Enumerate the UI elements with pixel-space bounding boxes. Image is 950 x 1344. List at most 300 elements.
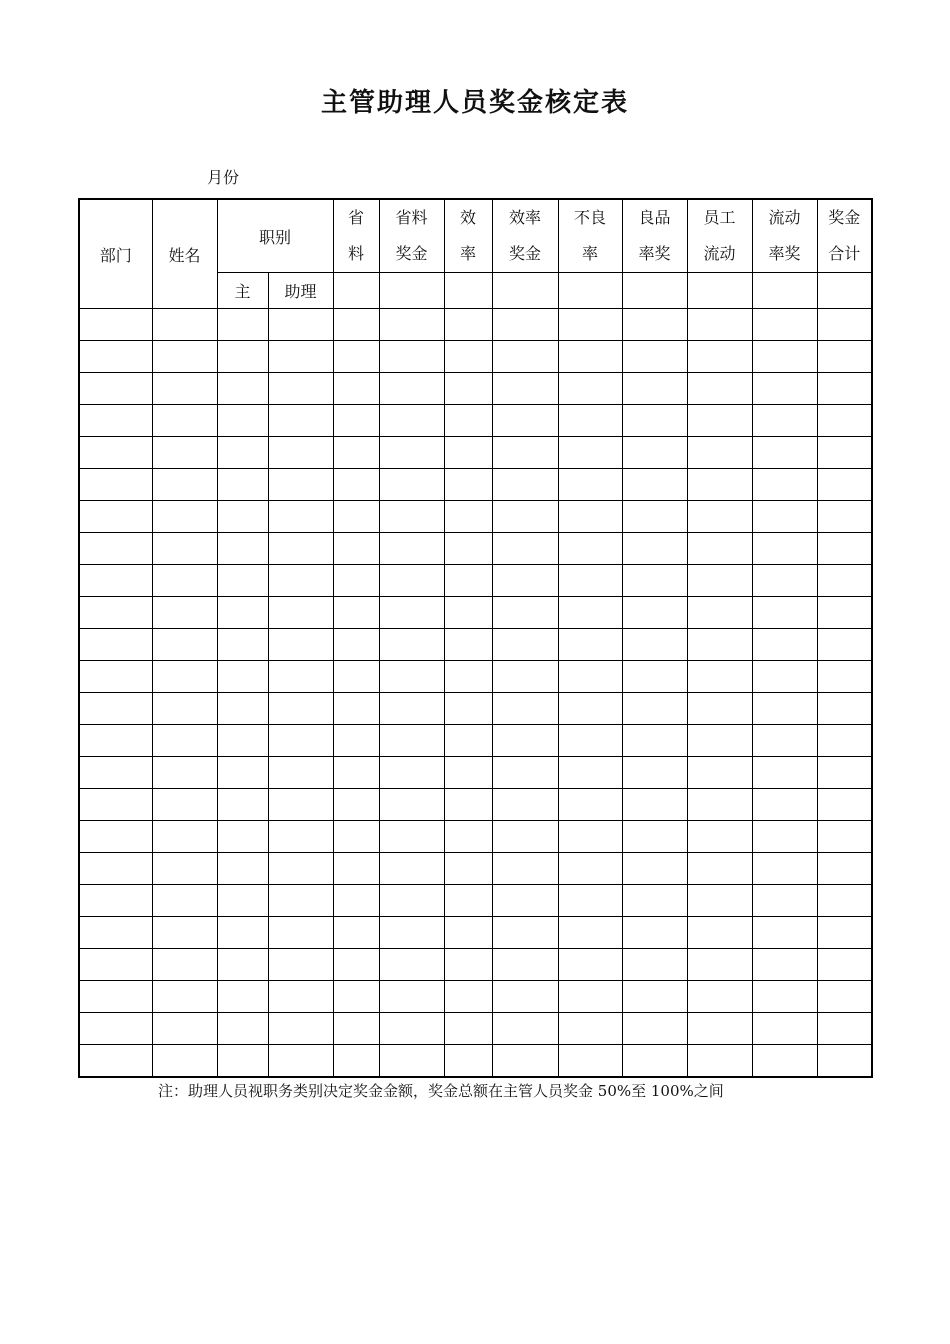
- table-cell[interactable]: [152, 661, 217, 693]
- table-cell[interactable]: [558, 821, 622, 853]
- table-cell[interactable]: [268, 949, 333, 981]
- table-cell[interactable]: [622, 1013, 687, 1045]
- table-cell[interactable]: [558, 661, 622, 693]
- table-cell[interactable]: [817, 501, 872, 533]
- table-cell[interactable]: [817, 725, 872, 757]
- table-cell[interactable]: [379, 949, 444, 981]
- table-cell[interactable]: [79, 789, 152, 821]
- table-cell[interactable]: [268, 757, 333, 789]
- table-cell[interactable]: [444, 917, 492, 949]
- table-cell[interactable]: [217, 885, 268, 917]
- table-cell[interactable]: [217, 949, 268, 981]
- table-cell[interactable]: [558, 405, 622, 437]
- table-cell[interactable]: [444, 693, 492, 725]
- table-cell[interactable]: [268, 885, 333, 917]
- table-cell[interactable]: [217, 501, 268, 533]
- table-cell[interactable]: [379, 757, 444, 789]
- table-cell[interactable]: [444, 469, 492, 501]
- table-cell[interactable]: [379, 885, 444, 917]
- table-cell[interactable]: [492, 917, 558, 949]
- table-cell[interactable]: [268, 437, 333, 469]
- table-cell[interactable]: [152, 629, 217, 661]
- table-cell[interactable]: [79, 693, 152, 725]
- table-cell[interactable]: [622, 405, 687, 437]
- table-cell[interactable]: [492, 341, 558, 373]
- table-cell[interactable]: [687, 1045, 752, 1077]
- table-cell[interactable]: [558, 597, 622, 629]
- table-cell[interactable]: [622, 917, 687, 949]
- table-cell[interactable]: [268, 533, 333, 565]
- table-cell[interactable]: [268, 501, 333, 533]
- table-cell[interactable]: [752, 273, 817, 309]
- table-cell[interactable]: [558, 533, 622, 565]
- table-cell[interactable]: [333, 437, 379, 469]
- table-cell[interactable]: [333, 501, 379, 533]
- table-cell[interactable]: [687, 821, 752, 853]
- table-cell[interactable]: [752, 949, 817, 981]
- table-cell[interactable]: [444, 533, 492, 565]
- table-cell[interactable]: [152, 1013, 217, 1045]
- table-cell[interactable]: [687, 725, 752, 757]
- table-cell[interactable]: [752, 405, 817, 437]
- table-cell[interactable]: [379, 629, 444, 661]
- table-cell[interactable]: [622, 853, 687, 885]
- table-cell[interactable]: [79, 341, 152, 373]
- table-cell[interactable]: [152, 853, 217, 885]
- table-cell[interactable]: [687, 853, 752, 885]
- table-cell[interactable]: [492, 309, 558, 341]
- table-cell[interactable]: [379, 309, 444, 341]
- table-cell[interactable]: [152, 373, 217, 405]
- table-cell[interactable]: [558, 501, 622, 533]
- table-cell[interactable]: [217, 565, 268, 597]
- table-cell[interactable]: [268, 629, 333, 661]
- table-cell[interactable]: [152, 949, 217, 981]
- table-cell[interactable]: [217, 1045, 268, 1077]
- table-cell[interactable]: [79, 1013, 152, 1045]
- table-cell[interactable]: [622, 501, 687, 533]
- table-cell[interactable]: [333, 789, 379, 821]
- table-cell[interactable]: [379, 405, 444, 437]
- table-cell[interactable]: [152, 341, 217, 373]
- table-cell[interactable]: [817, 885, 872, 917]
- table-cell[interactable]: [622, 341, 687, 373]
- table-cell[interactable]: [333, 629, 379, 661]
- table-cell[interactable]: [379, 981, 444, 1013]
- table-cell[interactable]: [622, 533, 687, 565]
- table-cell[interactable]: [817, 821, 872, 853]
- table-cell[interactable]: [444, 981, 492, 1013]
- table-cell[interactable]: [268, 405, 333, 437]
- table-cell[interactable]: [817, 757, 872, 789]
- table-cell[interactable]: [333, 949, 379, 981]
- table-cell[interactable]: [558, 1045, 622, 1077]
- table-cell[interactable]: [444, 885, 492, 917]
- table-cell[interactable]: [152, 1045, 217, 1077]
- table-cell[interactable]: [79, 981, 152, 1013]
- table-cell[interactable]: [217, 853, 268, 885]
- table-cell[interactable]: [817, 437, 872, 469]
- table-cell[interactable]: [79, 1045, 152, 1077]
- table-cell[interactable]: [217, 1013, 268, 1045]
- table-cell[interactable]: [622, 949, 687, 981]
- table-cell[interactable]: [333, 565, 379, 597]
- table-cell[interactable]: [79, 629, 152, 661]
- table-cell[interactable]: [752, 885, 817, 917]
- table-cell[interactable]: [622, 789, 687, 821]
- table-cell[interactable]: [817, 469, 872, 501]
- table-cell[interactable]: [687, 597, 752, 629]
- table-cell[interactable]: [752, 661, 817, 693]
- table-cell[interactable]: [492, 693, 558, 725]
- table-cell[interactable]: [817, 629, 872, 661]
- table-cell[interactable]: [817, 693, 872, 725]
- table-cell[interactable]: [817, 273, 872, 309]
- table-cell[interactable]: [268, 661, 333, 693]
- table-cell[interactable]: [79, 565, 152, 597]
- table-cell[interactable]: [79, 885, 152, 917]
- table-cell[interactable]: [152, 885, 217, 917]
- table-cell[interactable]: [622, 373, 687, 405]
- table-cell[interactable]: [268, 565, 333, 597]
- table-cell[interactable]: [152, 757, 217, 789]
- table-cell[interactable]: [687, 469, 752, 501]
- table-cell[interactable]: [152, 693, 217, 725]
- table-cell[interactable]: [622, 629, 687, 661]
- table-cell[interactable]: [444, 341, 492, 373]
- table-cell[interactable]: [333, 341, 379, 373]
- table-cell[interactable]: [379, 533, 444, 565]
- table-cell[interactable]: [268, 469, 333, 501]
- table-cell[interactable]: [752, 693, 817, 725]
- table-cell[interactable]: [444, 789, 492, 821]
- table-cell[interactable]: [687, 757, 752, 789]
- table-cell[interactable]: [752, 373, 817, 405]
- table-cell[interactable]: [492, 949, 558, 981]
- table-cell[interactable]: [152, 533, 217, 565]
- table-cell[interactable]: [333, 273, 379, 309]
- table-cell[interactable]: [492, 981, 558, 1013]
- table-cell[interactable]: [817, 661, 872, 693]
- table-cell[interactable]: [558, 273, 622, 309]
- table-cell[interactable]: [622, 661, 687, 693]
- table-cell[interactable]: [444, 661, 492, 693]
- table-cell[interactable]: [817, 981, 872, 1013]
- table-cell[interactable]: [687, 981, 752, 1013]
- table-cell[interactable]: [687, 949, 752, 981]
- table-cell[interactable]: [79, 533, 152, 565]
- table-cell[interactable]: [79, 597, 152, 629]
- table-cell[interactable]: [492, 725, 558, 757]
- table-cell[interactable]: [622, 309, 687, 341]
- table-cell[interactable]: [444, 725, 492, 757]
- table-cell[interactable]: [152, 565, 217, 597]
- table-cell[interactable]: [333, 757, 379, 789]
- table-cell[interactable]: [492, 373, 558, 405]
- table-cell[interactable]: [817, 917, 872, 949]
- table-cell[interactable]: [687, 341, 752, 373]
- table-cell[interactable]: [687, 1013, 752, 1045]
- table-cell[interactable]: [333, 597, 379, 629]
- table-cell[interactable]: [492, 533, 558, 565]
- table-cell[interactable]: [492, 789, 558, 821]
- table-cell[interactable]: [817, 533, 872, 565]
- table-cell[interactable]: [152, 469, 217, 501]
- table-cell[interactable]: [622, 273, 687, 309]
- table-cell[interactable]: [379, 597, 444, 629]
- table-cell[interactable]: [79, 821, 152, 853]
- table-cell[interactable]: [444, 629, 492, 661]
- table-cell[interactable]: [752, 501, 817, 533]
- table-cell[interactable]: [379, 1045, 444, 1077]
- table-cell[interactable]: [817, 597, 872, 629]
- table-cell[interactable]: [379, 853, 444, 885]
- table-cell[interactable]: [152, 501, 217, 533]
- table-cell[interactable]: [492, 405, 558, 437]
- table-cell[interactable]: [333, 693, 379, 725]
- table-cell[interactable]: [444, 437, 492, 469]
- table-cell[interactable]: [817, 565, 872, 597]
- table-cell[interactable]: [558, 469, 622, 501]
- table-cell[interactable]: [687, 885, 752, 917]
- table-cell[interactable]: [152, 437, 217, 469]
- table-cell[interactable]: [622, 885, 687, 917]
- table-cell[interactable]: [152, 821, 217, 853]
- table-cell[interactable]: [622, 565, 687, 597]
- table-cell[interactable]: [492, 501, 558, 533]
- table-cell[interactable]: [687, 309, 752, 341]
- table-cell[interactable]: [268, 373, 333, 405]
- table-cell[interactable]: [558, 885, 622, 917]
- table-cell[interactable]: [492, 821, 558, 853]
- table-cell[interactable]: [752, 1013, 817, 1045]
- table-cell[interactable]: [444, 373, 492, 405]
- table-cell[interactable]: [333, 885, 379, 917]
- table-cell[interactable]: [379, 789, 444, 821]
- table-cell[interactable]: [217, 821, 268, 853]
- table-cell[interactable]: [333, 981, 379, 1013]
- table-cell[interactable]: [152, 405, 217, 437]
- table-cell[interactable]: [622, 757, 687, 789]
- table-cell[interactable]: [268, 693, 333, 725]
- table-cell[interactable]: [492, 885, 558, 917]
- table-cell[interactable]: [217, 693, 268, 725]
- table-cell[interactable]: [752, 789, 817, 821]
- table-cell[interactable]: [379, 273, 444, 309]
- table-cell[interactable]: [752, 565, 817, 597]
- table-cell[interactable]: [217, 341, 268, 373]
- table-cell[interactable]: [558, 341, 622, 373]
- table-cell[interactable]: [268, 1013, 333, 1045]
- table-cell[interactable]: [152, 597, 217, 629]
- table-cell[interactable]: [817, 949, 872, 981]
- table-cell[interactable]: [333, 917, 379, 949]
- table-cell[interactable]: [333, 469, 379, 501]
- table-cell[interactable]: [79, 309, 152, 341]
- table-cell[interactable]: [333, 533, 379, 565]
- table-cell[interactable]: [379, 1013, 444, 1045]
- table-cell[interactable]: [333, 821, 379, 853]
- table-cell[interactable]: [558, 309, 622, 341]
- table-cell[interactable]: [217, 629, 268, 661]
- table-cell[interactable]: [817, 1013, 872, 1045]
- table-cell[interactable]: [687, 565, 752, 597]
- table-cell[interactable]: [444, 405, 492, 437]
- table-cell[interactable]: [558, 789, 622, 821]
- table-cell[interactable]: [558, 917, 622, 949]
- table-cell[interactable]: [444, 273, 492, 309]
- table-cell[interactable]: [268, 1045, 333, 1077]
- table-cell[interactable]: [817, 853, 872, 885]
- table-cell[interactable]: [217, 533, 268, 565]
- table-cell[interactable]: [817, 341, 872, 373]
- table-cell[interactable]: [333, 1045, 379, 1077]
- table-cell[interactable]: [444, 853, 492, 885]
- table-cell[interactable]: [444, 501, 492, 533]
- table-cell[interactable]: [444, 309, 492, 341]
- table-cell[interactable]: [379, 725, 444, 757]
- table-cell[interactable]: [752, 853, 817, 885]
- table-cell[interactable]: [687, 533, 752, 565]
- table-cell[interactable]: [622, 1045, 687, 1077]
- table-cell[interactable]: [752, 917, 817, 949]
- table-cell[interactable]: [217, 981, 268, 1013]
- table-cell[interactable]: [379, 821, 444, 853]
- table-cell[interactable]: [79, 917, 152, 949]
- table-cell[interactable]: [379, 469, 444, 501]
- table-cell[interactable]: [379, 693, 444, 725]
- table-cell[interactable]: [817, 373, 872, 405]
- table-cell[interactable]: [333, 853, 379, 885]
- table-cell[interactable]: [492, 853, 558, 885]
- table-cell[interactable]: [217, 437, 268, 469]
- table-cell[interactable]: [752, 597, 817, 629]
- table-cell[interactable]: [268, 853, 333, 885]
- table-cell[interactable]: [622, 725, 687, 757]
- table-cell[interactable]: [558, 1013, 622, 1045]
- table-cell[interactable]: [622, 821, 687, 853]
- table-cell[interactable]: [492, 437, 558, 469]
- table-cell[interactable]: [268, 309, 333, 341]
- table-cell[interactable]: [492, 597, 558, 629]
- table-cell[interactable]: [492, 1045, 558, 1077]
- table-cell[interactable]: [558, 565, 622, 597]
- table-cell[interactable]: [444, 1013, 492, 1045]
- table-cell[interactable]: [333, 1013, 379, 1045]
- table-cell[interactable]: [444, 597, 492, 629]
- table-cell[interactable]: [817, 789, 872, 821]
- table-cell[interactable]: [687, 437, 752, 469]
- table-cell[interactable]: [687, 629, 752, 661]
- table-cell[interactable]: [687, 917, 752, 949]
- table-cell[interactable]: [622, 597, 687, 629]
- table-cell[interactable]: [444, 565, 492, 597]
- table-cell[interactable]: [379, 501, 444, 533]
- table-cell[interactable]: [152, 309, 217, 341]
- table-cell[interactable]: [622, 469, 687, 501]
- table-cell[interactable]: [268, 821, 333, 853]
- table-cell[interactable]: [152, 789, 217, 821]
- table-cell[interactable]: [268, 341, 333, 373]
- table-cell[interactable]: [687, 273, 752, 309]
- table-cell[interactable]: [622, 437, 687, 469]
- table-cell[interactable]: [752, 821, 817, 853]
- table-cell[interactable]: [558, 373, 622, 405]
- table-cell[interactable]: [217, 405, 268, 437]
- table-cell[interactable]: [752, 533, 817, 565]
- table-cell[interactable]: [268, 725, 333, 757]
- table-cell[interactable]: [752, 341, 817, 373]
- table-cell[interactable]: [752, 469, 817, 501]
- table-cell[interactable]: [333, 373, 379, 405]
- table-cell[interactable]: [558, 949, 622, 981]
- table-cell[interactable]: [492, 1013, 558, 1045]
- table-cell[interactable]: [268, 917, 333, 949]
- table-cell[interactable]: [217, 373, 268, 405]
- table-cell[interactable]: [217, 789, 268, 821]
- table-cell[interactable]: [217, 309, 268, 341]
- table-cell[interactable]: [217, 597, 268, 629]
- table-cell[interactable]: [152, 725, 217, 757]
- table-cell[interactable]: [492, 757, 558, 789]
- table-cell[interactable]: [217, 661, 268, 693]
- table-cell[interactable]: [558, 693, 622, 725]
- table-cell[interactable]: [217, 757, 268, 789]
- table-cell[interactable]: [217, 725, 268, 757]
- table-cell[interactable]: [379, 437, 444, 469]
- table-cell[interactable]: [268, 789, 333, 821]
- table-cell[interactable]: [379, 373, 444, 405]
- table-cell[interactable]: [492, 629, 558, 661]
- table-cell[interactable]: [492, 469, 558, 501]
- table-cell[interactable]: [687, 789, 752, 821]
- table-cell[interactable]: [79, 757, 152, 789]
- table-cell[interactable]: [79, 405, 152, 437]
- table-cell[interactable]: [558, 981, 622, 1013]
- table-cell[interactable]: [444, 949, 492, 981]
- table-cell[interactable]: [817, 1045, 872, 1077]
- table-cell[interactable]: [817, 405, 872, 437]
- table-cell[interactable]: [558, 725, 622, 757]
- table-cell[interactable]: [379, 917, 444, 949]
- table-cell[interactable]: [79, 501, 152, 533]
- table-cell[interactable]: [687, 693, 752, 725]
- table-cell[interactable]: [622, 981, 687, 1013]
- table-cell[interactable]: [217, 917, 268, 949]
- table-cell[interactable]: [687, 373, 752, 405]
- table-cell[interactable]: [752, 757, 817, 789]
- table-cell[interactable]: [752, 1045, 817, 1077]
- table-cell[interactable]: [752, 437, 817, 469]
- table-cell[interactable]: [333, 309, 379, 341]
- table-cell[interactable]: [379, 341, 444, 373]
- table-cell[interactable]: [217, 469, 268, 501]
- table-cell[interactable]: [558, 437, 622, 469]
- table-cell[interactable]: [444, 1045, 492, 1077]
- table-cell[interactable]: [379, 565, 444, 597]
- table-cell[interactable]: [752, 629, 817, 661]
- table-cell[interactable]: [444, 757, 492, 789]
- table-cell[interactable]: [268, 981, 333, 1013]
- table-cell[interactable]: [79, 949, 152, 981]
- table-cell[interactable]: [687, 661, 752, 693]
- table-cell[interactable]: [333, 661, 379, 693]
- table-cell[interactable]: [622, 693, 687, 725]
- table-cell[interactable]: [752, 725, 817, 757]
- table-cell[interactable]: [79, 661, 152, 693]
- table-cell[interactable]: [79, 469, 152, 501]
- table-cell[interactable]: [268, 597, 333, 629]
